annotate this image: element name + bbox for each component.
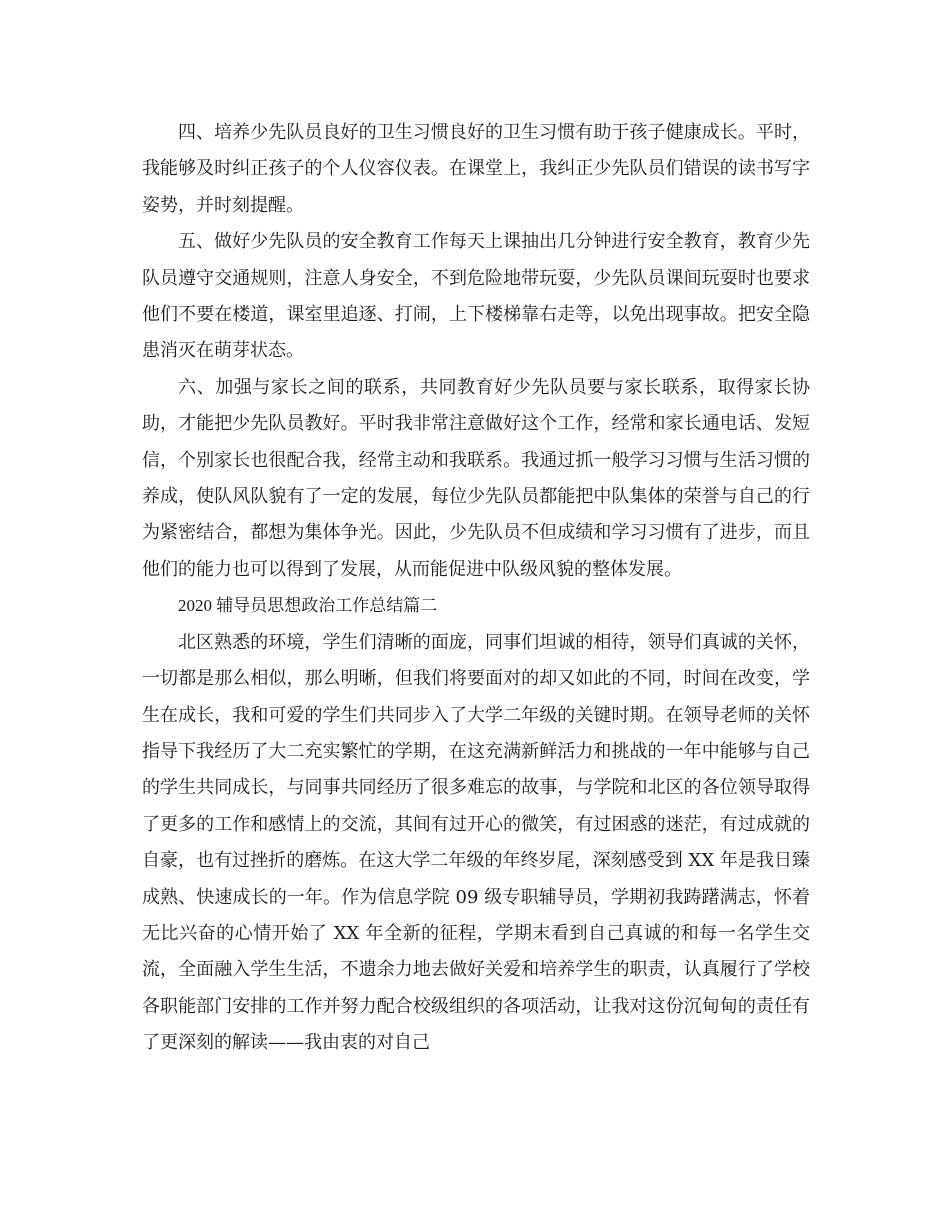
- paragraph-counselor-summary: 北区熟悉的环境，学生们清晰的面庞，同事们坦诚的相待，领导们真诚的关怀，一切都是那么相似，那么明晰，但我们将要面对的却又如此的不同，时间在改变，学生在成长，我和可爱的学生们共同步入了大学二年级的关键时期。在领导老师的关怀指导下我经历了大二充实繁忙的学期，在这充满新鲜活力和挑战的一年中能够与自己的学生共同成长，与同事共同经历了很多难忘的故事，与学院和北区的各位领导取得了更多的工作和感情上的交流，其间有过开心的微笑，有过困惑的迷茫，有过成就的自豪，也有过挫折的磨炼。在这大学二年级的年终岁尾，深刻感受到 XX 年是我日臻成熟、快速成长的一年。作为信息学院 09 级专职辅导员，学期初我踌躇满志，怀着无比兴奋的心情开始了 XX 年全新的征程，学期末看到自己真诚的和每一名学生交流，全面融入学生生活，不遗余力地去做好关爱和培养学生的职责，认真履行了学校各职能部门安排的工作并努力配合校级组织的各项活动，让我对这份沉甸甸的责任有了更深刻的解读——我由衷的对自己: [142, 631, 810, 1054]
- paragraph-parent-contact: 六、加强与家长之间的联系，共同教育好少先队员要与家长联系，取得家长协助，才能把少先队员教好。平时我非常注意做好这个工作，经常和家长通电话、发短信，个别家长也很配合我，经常主动和我联系。我通过抓一般学习习惯与生活习惯的养成，使队风队貌有了一定的发展，每位少先队员都能把中队集体的荣誉与自己的行为紧密结合，都想为集体争光。因此，少先队员不但成绩和学习习惯有了进步，而且他们的能力也可以得到了发展，从而能促进中队级风貌的整体发展。: [142, 376, 810, 580]
- section-heading: 2020 辅导员思想政治工作总结篇二: [178, 596, 438, 616]
- paragraph-safety-education: 五、做好少先队员的安全教育工作每天上课抽出几分钟进行安全教育，教育少先队员遵守交通规则，注意人身安全，不到危险地带玩耍，少先队员课间玩耍时也要求他们不要在楼道，课室里追逐、打闹，上下楼梯靠右走等，以免出现事故。把安全隐患消灭在萌芽状态。: [142, 231, 810, 362]
- paragraph-hygiene-habits: 四、培养少先队员良好的卫生习惯良好的卫生习惯有助于孩子健康成长。平时，我能够及时纠正孩子的个人仪容仪表。在课堂上，我纠正少先队员们错误的读书写字姿势，并时刻提醒。: [142, 122, 810, 216]
- document-body: [142, 115, 810, 1062]
